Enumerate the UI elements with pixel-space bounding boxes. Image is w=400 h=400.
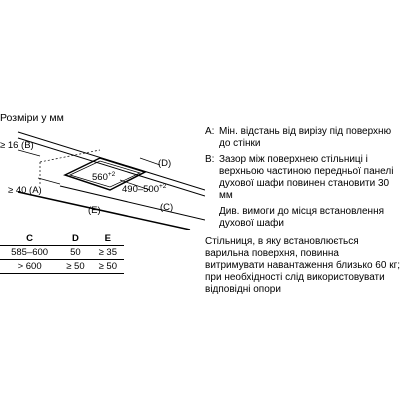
note-a	[205, 126, 400, 150]
dim-490-sup: +2	[158, 183, 167, 190]
table-row	[0, 260, 124, 274]
dim-560	[92, 171, 116, 183]
label-b: ≥ 16 (B)	[0, 140, 34, 151]
load-paragraph: Стільниця, в яку встановлюється варильна поверхня, повинна витримувати навантаження близько 60 кг; при необхідності слід використовувати відповідні опори	[205, 236, 400, 295]
dim-line	[140, 158, 160, 165]
notes-panel	[205, 126, 400, 296]
table-cell: ≥ 50	[59, 260, 91, 274]
dim-560-sup: +2	[107, 171, 116, 178]
cutout-diagram	[0, 120, 205, 230]
table-cell: ≥ 50	[92, 260, 124, 274]
note-b-key: B:	[205, 154, 215, 165]
wall-line	[18, 138, 205, 196]
units-title: Розміри у мм	[0, 112, 64, 124]
table-cell: > 600	[0, 260, 59, 274]
note-a-key: A:	[205, 126, 215, 137]
note-b-extra: Див. вимоги до місця встановлення духової шафи	[219, 206, 385, 229]
table-row	[0, 246, 124, 260]
dim-560-value: 560	[92, 172, 108, 183]
note-b-text: Зазор між поверхнею стільниці і верхньою частиною передньої панелі духової шафи повинен становити 30 мм	[219, 154, 394, 201]
label-c: (C)	[160, 202, 174, 213]
dim-line	[38, 178, 60, 184]
table-cell: 50	[59, 246, 91, 260]
table-cell: ≥ 35	[92, 246, 124, 260]
col-header-e: E	[92, 232, 124, 246]
label-e: (E)	[88, 205, 101, 216]
col-header-c: C	[0, 232, 59, 246]
dim-490-value: 490–500	[122, 184, 159, 195]
label-a: ≥ 40 (A)	[8, 185, 42, 196]
label-d: (D)	[158, 158, 172, 169]
table-cell: 585–600	[0, 246, 59, 260]
dim-490	[122, 183, 167, 195]
note-a-text: Мін. відстань від вирізу під поверхню до стінки	[219, 126, 392, 149]
col-header-d: D	[59, 232, 91, 246]
dimensions-table	[0, 232, 124, 274]
note-b	[205, 154, 400, 202]
table-header-row	[0, 232, 124, 246]
